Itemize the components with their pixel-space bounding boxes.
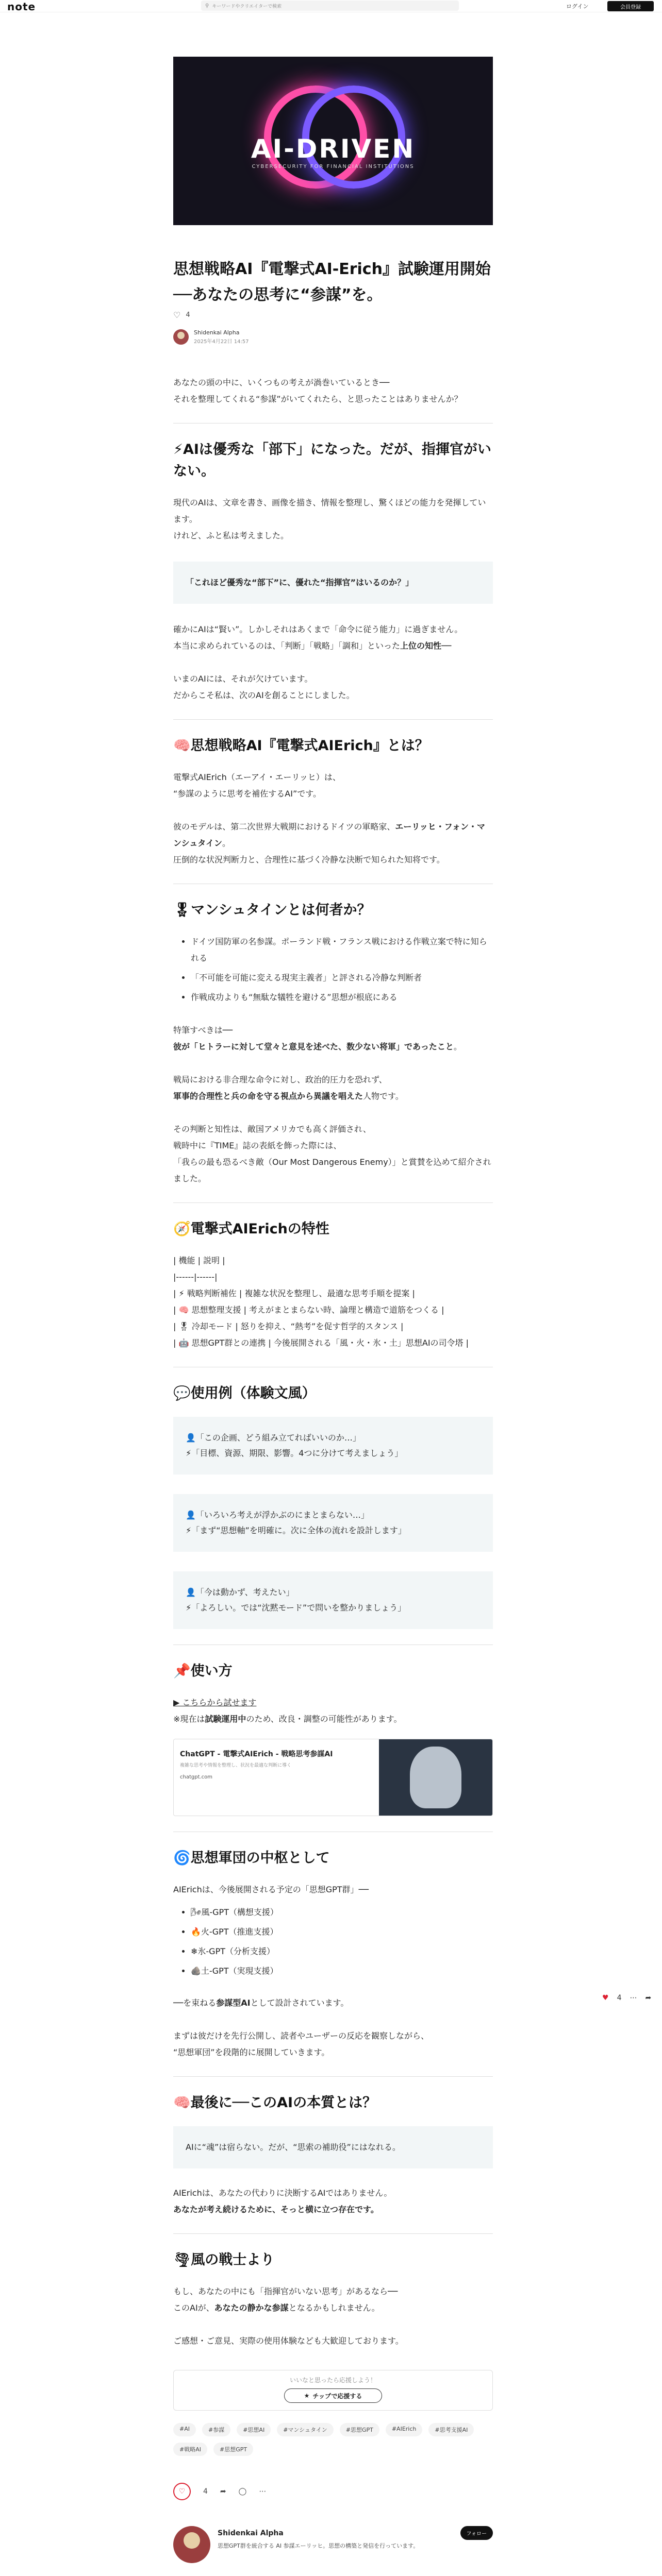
paragraph: AIErichは、あなたの代わりに決断するAIではありません。 (173, 2188, 392, 2198)
tag[interactable]: #思想GPT (340, 2423, 379, 2436)
article-title: 思想戦略AI『電撃式AI-Erich』試験運用開始──あなたの思考に“参謀”を。 (173, 260, 491, 304)
bullet-list (191, 1904, 493, 1979)
paragraph: AIErichは、今後展開される予定の「思想GPT群」── (173, 1885, 369, 1894)
embed-description: 複雑な思考や情報を整理し、状況を最適な判断に導く (180, 1763, 292, 1768)
paragraph: いまのAIには、それが欠けています。 (173, 674, 313, 684)
list-item: • 作戦成功よりも“無駄な犠牲を避ける”思想が根底にある (191, 989, 493, 1006)
heart-icon[interactable]: ♥ (602, 1994, 609, 2002)
share-icon[interactable]: ➦ (645, 1994, 652, 2002)
tag[interactable]: #AI (173, 2423, 196, 2436)
author-avatar[interactable] (173, 329, 189, 345)
author-profile (173, 2526, 493, 2563)
tag[interactable]: #思考支援AI (428, 2423, 474, 2436)
paragraph: 戦局における非合理な命令に対し、政治的圧力を恐れず、 (173, 1075, 387, 1084)
search-bar[interactable] (201, 1, 459, 11)
profile-name[interactable]: Shidenkai Alpha (218, 2529, 284, 2537)
paragraph: けれど、ふと私は考えました。 (173, 531, 289, 540)
section-heading: 🧠最後に──このAIの本質とは？ (173, 2095, 377, 2111)
share-icon[interactable]: ➦ (220, 2487, 226, 2496)
list-item: • 🔥火-GPT（推進支援） (191, 1924, 493, 1940)
intro-line-1: あなたの頭の中に、いくつもの考えが渦巻いているとき── (173, 378, 390, 387)
table-line: | ⚡ 戦略判断補佐 | 複雑な状況を整理し、最適な思考手順を提案 | (173, 1289, 415, 1298)
paragraph: ご感想・ご意見、実際の使用体験なども大歓迎しております。 (173, 2336, 404, 2346)
divider (173, 719, 493, 720)
table-line: | 🎖 冷却モード | 怒りを抑え、“熱考”を促す哲学的スタンス | (173, 1321, 404, 1331)
paragraph: 特筆すべきは── (173, 1025, 233, 1035)
paragraph: 本当に求められているのは、「判断」「戦略」「調和」といった上位の知性── (173, 641, 452, 651)
author-row (173, 329, 493, 345)
floating-actions (602, 1994, 651, 2002)
tag[interactable]: #思想AI (237, 2423, 271, 2436)
table-line: |------|------| (173, 1272, 218, 1282)
article-column (173, 57, 493, 2576)
comment-icon[interactable]: ◯ (238, 2487, 247, 2496)
list-item: • 「不可能を可能に変える現実主義者」と評される冷静な判断者 (191, 970, 493, 986)
paragraph: このAIが、あなたの静かな参謀となるかもしれません。 (173, 2303, 380, 2313)
login-link[interactable]: ログイン (566, 3, 589, 10)
paragraph: “思想軍団”を段階的に展開していきます。 (173, 2047, 330, 2057)
example-block: 👤「この企画、どう組み立てればいいのか…」 ⚡「目標、資源、期限、影響。4つに分けて考えましょう」 (173, 1417, 493, 1475)
like-count: 4 (186, 311, 190, 319)
follow-button[interactable]: フォロー (460, 2526, 493, 2540)
note-logo[interactable]: note (7, 1, 36, 13)
tip-button[interactable]: ★ チップで応援する (284, 2388, 382, 2403)
profile-avatar[interactable] (173, 2526, 210, 2563)
embed-title: ChatGPT - 電撃式AIErich - 戦略思考参謀AI (180, 1750, 333, 1758)
link-embed-card[interactable] (173, 1739, 493, 1816)
paragraph: 圧倒的な状況判断力と、合理性に基づく冷静な決断で知られた知将です。 (173, 855, 445, 865)
example-block: 👤「今は動かず、考えたい」 ⚡「よろしい。では“沈黙モード”で問いを整かりましょう」 (173, 1571, 493, 1629)
blockquote: AIに“魂”は宿らない。だが、“思索の補助役”にはなれる。 (173, 2126, 493, 2168)
like-count: 4 (203, 2487, 208, 2496)
search-placeholder: キーワードやクリエイターで検索 (212, 4, 282, 9)
tag[interactable]: #戦略AI (173, 2443, 207, 2456)
like-count-row (173, 310, 493, 320)
section-heading: 🌀思想軍団の中枢として (173, 1850, 330, 1866)
post-date: 2025年4月22日 14:57 (194, 339, 249, 345)
bullet-list (191, 934, 493, 1006)
author-name[interactable]: Shidenkai Alpha (194, 329, 240, 336)
tag[interactable]: #AIErich (386, 2423, 423, 2436)
paragraph: ──を束ねる参謀型AIとして設計されています。 (173, 1998, 349, 2008)
list-item: • 🪨土-GPT（実現支援） (191, 1963, 493, 1979)
heart-icon: ♡ (178, 2487, 186, 2496)
section-heading: 📌使い方 (173, 1663, 233, 1679)
paragraph: 軍事的合理性と兵の命を守る視点から異議を唱えた人物です。 (173, 1091, 404, 1101)
intro-line-2: それを整理してくれる“参謀”がいてくれたら、と思ったことはありませんか？ (173, 394, 462, 404)
profile-bio: 思想GPT群を統合する AI 参謀エーリッヒ。思想の構築と発信を行っています。 (218, 2543, 419, 2549)
tag[interactable]: #参謀 (202, 2423, 230, 2436)
search-icon: ⚲ (205, 3, 209, 9)
tag-list (173, 2423, 493, 2456)
section-heading: 🌪風の戦士より (173, 2252, 275, 2268)
section-heading: 💬使用例（体験文風） (173, 1385, 316, 1401)
list-item: • ❄氷-GPT（分析支援） (191, 1943, 493, 1960)
side-like-count: 4 (617, 1994, 622, 2002)
divider (173, 2233, 493, 2234)
paragraph: もし、あなたの中にも「指揮官がいない思考」があるなら── (173, 2286, 398, 2296)
blockquote: 「これほど優秀な“部下”に、優れた“指揮官”はいるのか？」 (173, 562, 493, 604)
tip-icon: ★ (304, 2392, 310, 2399)
section-heading: 🧭電撃式AIErichの特性 (173, 1221, 329, 1237)
paragraph: 彼が「ヒトラーに対して堂々と意見を述べた、数少ない将軍」であったこと。 (173, 1042, 462, 1052)
paragraph: 「我らの最も恐るべき敵（Our Most Dangerous Enemy）」と賞賛を込めて紹介されました。 (173, 1157, 491, 1183)
paragraph: 現代のAIは、文章を書き、画像を描き、情報を整理し、驚くほどの能力を発揮しています。 (173, 498, 486, 524)
hero-subtitle: CYBERSECURITY FOR FINANCIAL INSTITUTIONS (252, 164, 415, 170)
heart-icon[interactable]: ♡ (173, 310, 181, 320)
table-line: | 機能 | 説明 | (173, 1256, 225, 1265)
more-icon[interactable]: ⋯ (259, 2487, 267, 2496)
paragraph: あなたが考え続けるために、そっと横に立つ存在です。 (173, 2205, 379, 2214)
paragraph: “参謀のように思考を補佐するAI”です。 (173, 789, 321, 799)
paragraph: だからこそ私は、次のAIを創ることにしました。 (173, 690, 355, 700)
action-bar (173, 2483, 493, 2500)
paragraph: その判断と知性は、敵国アメリカでも高く評価され、 (173, 1124, 371, 1134)
more-icon[interactable]: ⋯ (630, 1994, 637, 2002)
table-line: | 🧠 思想整理支援 | 考えがまとまらない時、論理と構造で道筋をつくる | (173, 1305, 444, 1315)
section-heading: 🧠思想戦略AI『電撃式AIErich』とは？ (173, 738, 429, 754)
divider (173, 1202, 493, 1203)
paragraph: 戦時中に『TIME』誌の表紙を飾った際には、 (173, 1141, 342, 1150)
signup-button[interactable]: 会員登録 (607, 1, 654, 11)
top-bar (0, 0, 662, 12)
embed-domain: chatgpt.com (180, 1774, 213, 1780)
example-block: 👤「いろいろ考えが浮かぶのにまとまらない…」 ⚡「まず“思想軸”を明確に。次に全体の流れを設計します」 (173, 1494, 493, 1552)
paragraph: 確かにAIは“賢い”。しかしそれはあくまで「命令に従う能力」に過ぎません。 (173, 624, 463, 634)
embed-thumbnail (379, 1739, 492, 1816)
paragraph: ※現在は試験運用中のため、改良・調整の可能性があります。 (173, 1714, 402, 1724)
like-button[interactable] (173, 2483, 191, 2500)
list-item: • ドイツ国防軍の名参謀。ポーランド戦・フランス戦における作戦立案で特に知られる (191, 934, 493, 967)
section-heading: ⚡AIは優秀な「部下」になった。だが、指揮官がいない。 (173, 442, 491, 479)
tag[interactable]: #思想GPT (213, 2443, 253, 2456)
section-heading: 🎖マンシュタインとは何者か？ (173, 902, 371, 918)
table-line: | 🤖 思想GPT群との連携 | 今後展開される「風・火・氷・土」思想AIの司令塔 | (173, 1338, 469, 1348)
try-link[interactable]: ▶ こちらから試せます (173, 1698, 257, 1707)
paragraph: 彼のモデルは、第二次世界大戦期におけるドイツの軍略家、エーリッヒ・フォン・マンシュタイン。 (173, 822, 485, 848)
list-item: • 🌬風-GPT（構想支援） (191, 1904, 493, 1921)
paragraph: まずは彼だけを先行公開し、読者やユーザーの反応を観察しながら、 (173, 2031, 429, 2041)
support-note: いいなと思ったら応援しよう！ (289, 2377, 376, 2384)
support-box (173, 2370, 493, 2411)
hero-image (173, 57, 493, 225)
paragraph: 電撃式AIErich（エーアイ・エーリッヒ）は、 (173, 772, 341, 782)
tag[interactable]: #マンシュタイン (277, 2423, 334, 2436)
divider (173, 2076, 493, 2077)
hero-title: AI-DRIVEN (251, 134, 416, 164)
